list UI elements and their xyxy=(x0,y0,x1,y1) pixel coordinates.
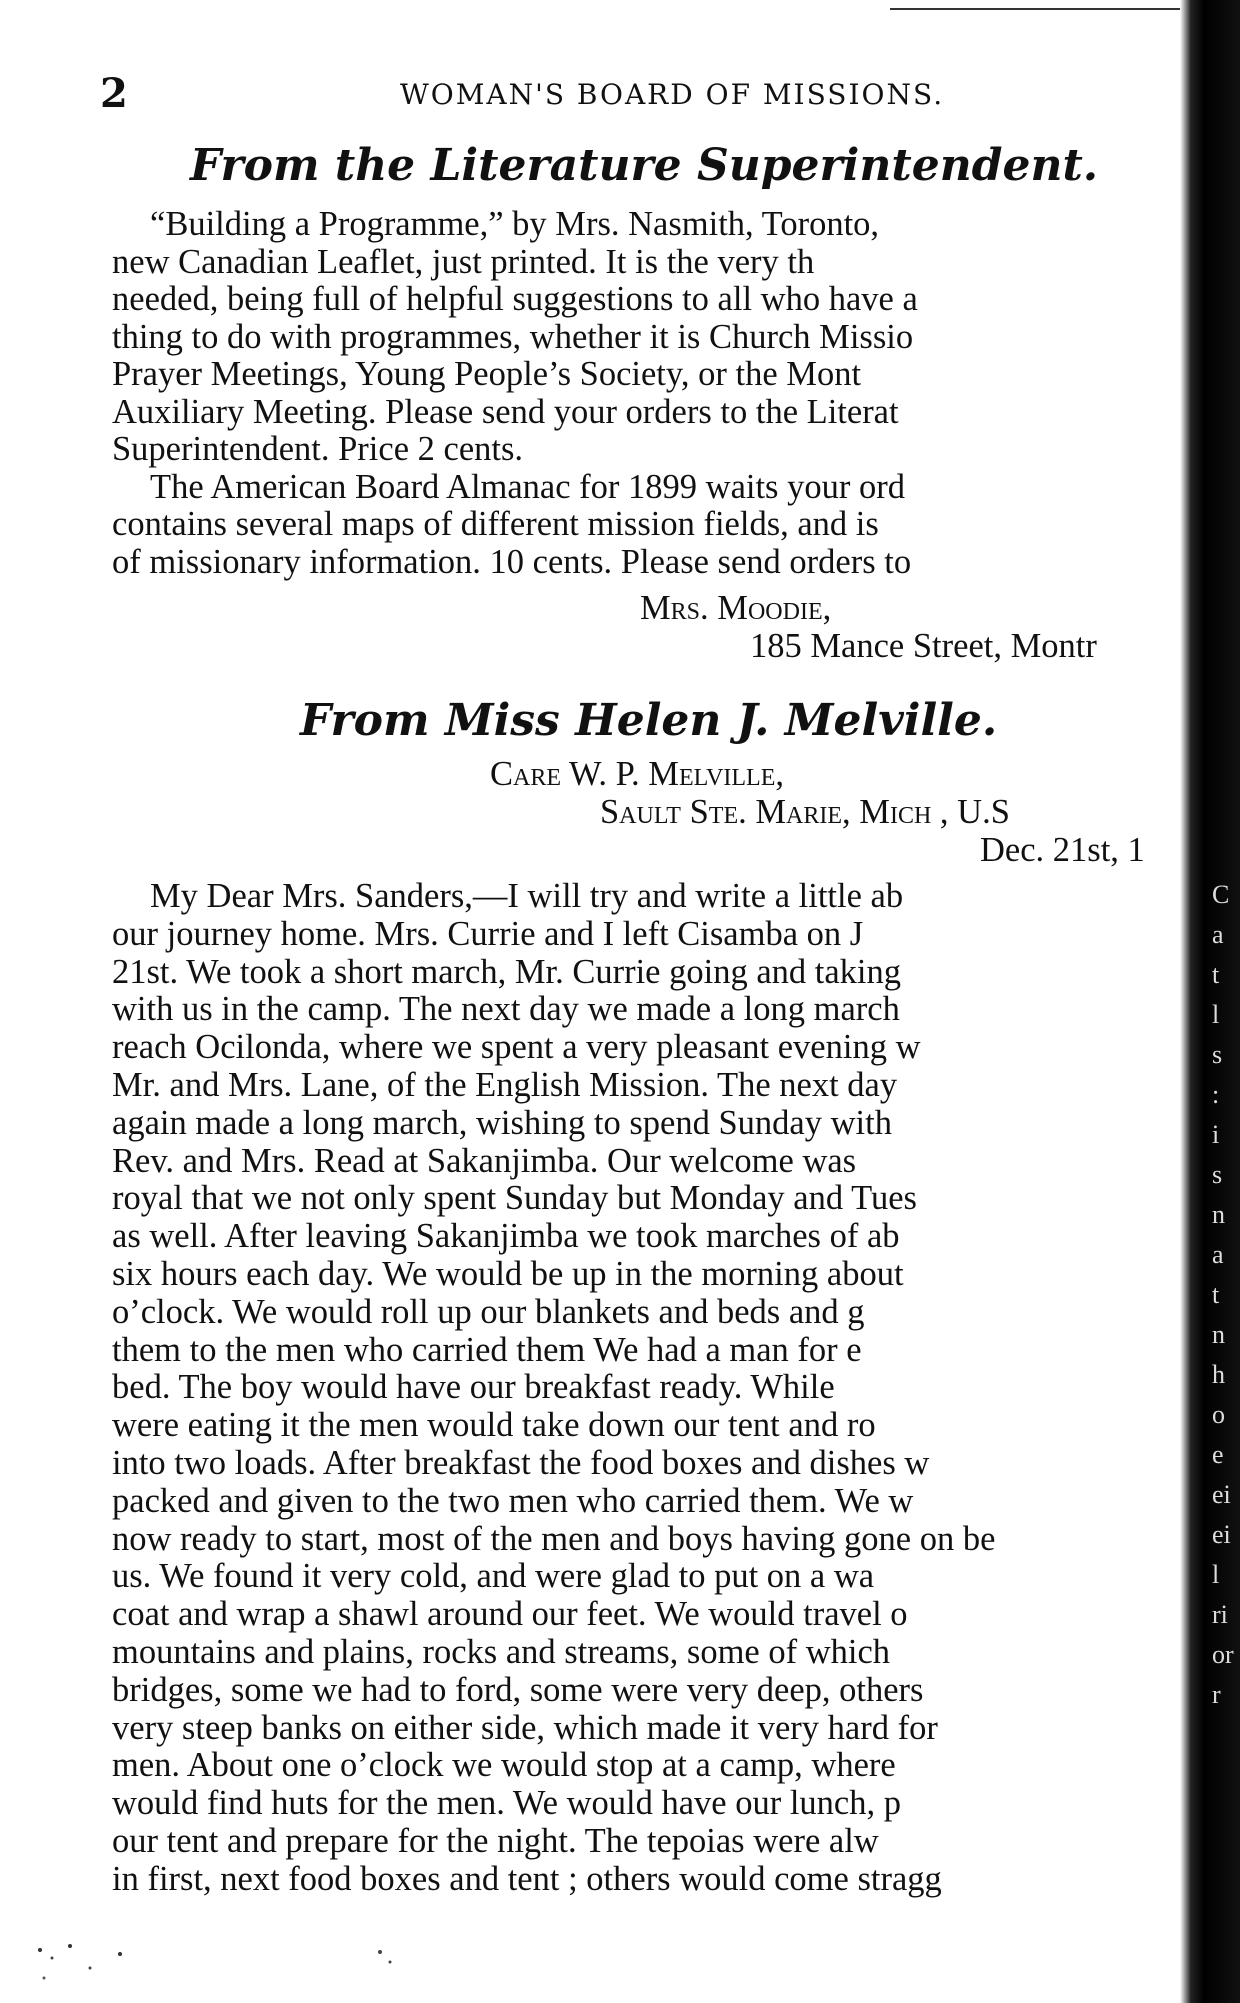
text-line: My Dear Mrs. Sanders,—I will try and write a little ab xyxy=(150,877,904,915)
text-line: would find huts for the men. We would have our lunch, p xyxy=(112,1784,901,1823)
literature-heading: From the Literature Superintendent. xyxy=(190,140,1099,191)
text-line: in first, next food boxes and tent ; others would come stragg xyxy=(112,1859,942,1898)
signature-address: 185 Mance Street, Montr xyxy=(750,626,1097,665)
letter-body xyxy=(112,878,1192,1899)
edge-fragment: s xyxy=(1212,1160,1223,1189)
text-line: of missionary information. 10 cents. Please send orders to xyxy=(112,542,912,581)
address-line: Care W. P. Melville, xyxy=(490,755,784,793)
page-number: 2 xyxy=(100,70,128,117)
letter-address xyxy=(490,755,1145,869)
text-line: packed and given to the two men who carried them. We w xyxy=(112,1481,914,1520)
edge-fragment: ri xyxy=(1212,1600,1228,1629)
text-line: our journey home. Mrs. Currie and I left Cisamba on J xyxy=(112,914,864,953)
text-line: Rev. and Mrs. Read at Sakanjimba. Our welcome was xyxy=(112,1141,857,1180)
edge-fragment: i xyxy=(1212,1120,1220,1149)
text-line: were eating it the men would take down our tent and ro xyxy=(112,1406,876,1445)
letter-date: Dec. 21st, 1 xyxy=(980,831,1145,869)
edge-fragment: t xyxy=(1212,1280,1220,1309)
text-line: Superintendent. Price 2 cents. xyxy=(112,430,524,468)
text-line: Prayer Meetings, Young People’s Society, or the Mont xyxy=(112,355,862,393)
text-line: mountains and plains, rocks and streams, some of which xyxy=(112,1632,891,1671)
literature-signature xyxy=(640,590,1200,665)
text-line: bed. The boy would have our breakfast ready. While xyxy=(112,1368,835,1407)
edge-fragment: a xyxy=(1212,920,1224,949)
text-line: o’clock. We would roll up our blankets and beds and g xyxy=(112,1292,865,1331)
text-line: Auxiliary Meeting. Please send your orders to the Literat xyxy=(112,392,899,431)
edge-fragment: o xyxy=(1212,1400,1225,1429)
edge-fragment: or xyxy=(1212,1640,1234,1669)
text-line: again made a long march, wishing to spend Sunday with xyxy=(112,1103,892,1142)
edge-fragment: n xyxy=(1212,1320,1225,1349)
edge-fragment: t xyxy=(1212,960,1220,989)
edge-fragment: e xyxy=(1212,1440,1224,1469)
text-line: six hours each day. We would be up in the morning about xyxy=(112,1254,904,1293)
edge-fragment: C xyxy=(1212,880,1230,909)
text-line: men. About one o’clock we would stop at a camp, where xyxy=(112,1746,896,1785)
text-line: into two loads. After breakfast the food boxes and dishes w xyxy=(112,1443,930,1482)
edge-fragment: : xyxy=(1212,1080,1220,1109)
text-line: new Canadian Leaflet, just printed. It is the very th xyxy=(112,242,815,281)
edge-fragment: ei xyxy=(1212,1520,1231,1549)
text-line: them to the men who carried them We had a man for e xyxy=(112,1330,862,1369)
edge-fragment: n xyxy=(1212,1200,1225,1229)
text-line: contains several maps of different mission fields, and is xyxy=(112,505,879,543)
edge-fragment: r xyxy=(1212,1680,1221,1709)
text-line: thing to do with programmes, whether it is Church Missio xyxy=(112,317,914,356)
edge-letter-fragments xyxy=(1210,0,1240,2003)
text-line: 21st. We took a short march, Mr. Currie going and taking xyxy=(112,952,902,991)
edge-fragment: ei xyxy=(1212,1480,1231,1509)
scan-specks xyxy=(30,1940,530,1990)
top-rule xyxy=(890,8,1180,10)
text-line: our tent and prepare for the night. The tepoias were alw xyxy=(112,1821,879,1860)
running-head: WOMAN'S BOARD OF MISSIONS. xyxy=(400,78,945,111)
text-line: with us in the camp. The next day we made a long march xyxy=(112,990,900,1029)
text-line: reach Ocilonda, where we spent a very pleasant evening w xyxy=(112,1028,921,1067)
text-line: us. We found it very cold, and were glad to put on a wa xyxy=(112,1557,875,1596)
edge-fragment: h xyxy=(1212,1360,1225,1389)
literature-paragraphs xyxy=(112,206,1192,581)
edge-fragment: s xyxy=(1212,1040,1223,1069)
text-line: royal that we not only spent Sunday but Monday and Tues xyxy=(112,1179,917,1218)
text-line: bridges, some we had to ford, some were very deep, others xyxy=(112,1670,924,1709)
signature-name: Mrs. Moodie, xyxy=(640,589,832,627)
melville-heading: From Miss Helen J. Melville. xyxy=(300,695,998,746)
page-header xyxy=(100,70,1160,120)
text-line: very steep banks on either side, which made it very hard for xyxy=(112,1708,938,1747)
edge-fragment: l xyxy=(1212,1560,1220,1589)
edge-fragment: a xyxy=(1212,1240,1224,1269)
text-line: as well. After leaving Sakanjimba we took marches of ab xyxy=(112,1217,900,1256)
edge-fragment: l xyxy=(1212,1000,1220,1029)
text-line: The American Board Almanac for 1899 waits your ord xyxy=(150,467,905,506)
text-line: “Building a Programme,” by Mrs. Nasmith, Toronto, xyxy=(150,205,880,243)
text-line: needed, being full of helpful suggestions to all who have a xyxy=(112,280,918,318)
text-line: now ready to start, most of the men and boys having gone on be xyxy=(112,1519,996,1558)
text-line: Mr. and Mrs. Lane, of the English Mission. The next day xyxy=(112,1065,898,1104)
text-line: coat and wrap a shawl around our feet. We would travel o xyxy=(112,1595,908,1634)
address-line: Sault Ste. Marie, Mich , U.S xyxy=(600,793,1010,831)
